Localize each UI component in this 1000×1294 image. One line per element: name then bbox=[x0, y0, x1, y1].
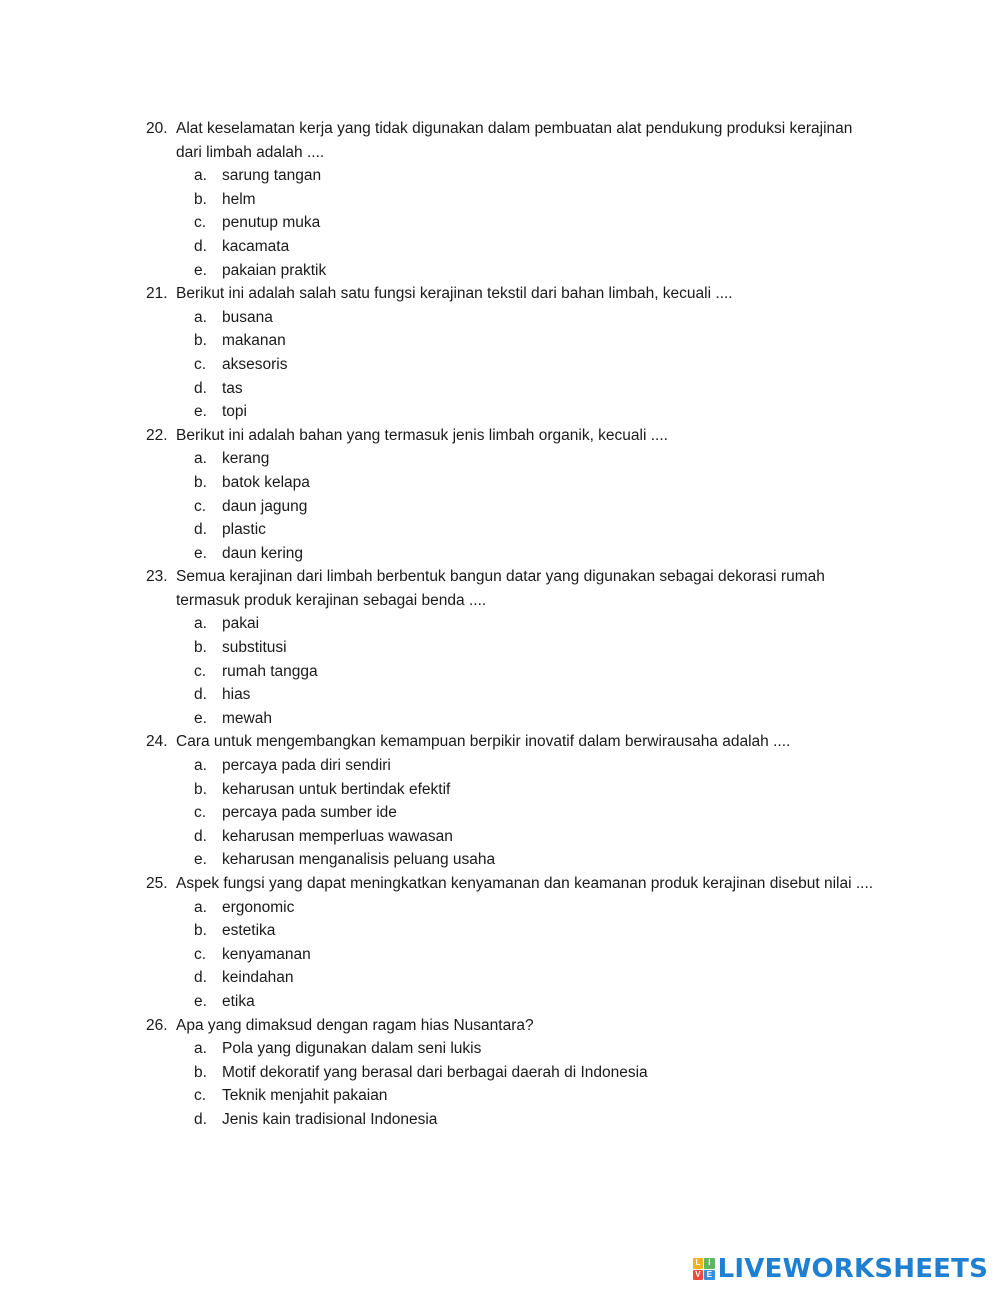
question-row bbox=[146, 872, 876, 896]
question-number: 23. bbox=[146, 568, 168, 586]
option-text: keharusan untuk bertindak efektif bbox=[222, 780, 451, 798]
question-row bbox=[146, 117, 876, 164]
answer-option bbox=[194, 211, 876, 235]
option-text: keharusan menganalisis peluang usaha bbox=[222, 851, 496, 869]
answer-option bbox=[194, 1108, 876, 1132]
option-text: Pola yang digunakan dalam seni lukis bbox=[222, 1040, 482, 1058]
option-letter: a. bbox=[194, 450, 207, 468]
question-text: Apa yang dimaksud dengan ragam hias Nusantara? bbox=[176, 1016, 534, 1034]
option-letter: c. bbox=[194, 1087, 207, 1105]
option-letter: c. bbox=[194, 214, 207, 232]
answer-option bbox=[194, 164, 876, 188]
question-text: Cara untuk mengembangkan kemampuan berpikir inovatif dalam berwirausaha adalah .... bbox=[176, 733, 791, 751]
option-letter: e. bbox=[194, 261, 207, 279]
answer-option bbox=[194, 754, 876, 778]
option-text: hias bbox=[222, 686, 251, 704]
answer-option bbox=[194, 471, 876, 495]
option-text: keindahan bbox=[222, 969, 294, 987]
option-text: kenyamanan bbox=[222, 945, 311, 963]
option-text: estetika bbox=[222, 922, 276, 940]
question-item bbox=[146, 1014, 876, 1132]
question-number: 22. bbox=[146, 426, 168, 444]
option-text: percaya pada sumber ide bbox=[222, 804, 397, 822]
question-number: 21. bbox=[146, 285, 168, 303]
option-letter: a. bbox=[194, 167, 207, 185]
question-item bbox=[146, 872, 876, 1014]
option-text: daun jagung bbox=[222, 497, 308, 515]
question-item bbox=[146, 730, 876, 872]
option-text: busana bbox=[222, 308, 273, 326]
answer-option bbox=[194, 707, 876, 731]
option-list bbox=[146, 612, 876, 730]
option-letter: d. bbox=[194, 969, 207, 987]
option-letter: e. bbox=[194, 851, 207, 869]
question-row bbox=[146, 1014, 876, 1038]
option-text: topi bbox=[222, 403, 247, 421]
answer-option bbox=[194, 660, 876, 684]
option-text: Motif dekoratif yang berasal dari berbagai daerah di Indonesia bbox=[222, 1063, 648, 1081]
question-item bbox=[146, 282, 876, 424]
answer-option bbox=[194, 896, 876, 920]
option-text: Teknik menjahit pakaian bbox=[222, 1087, 388, 1105]
option-letter: d. bbox=[194, 521, 207, 539]
answer-option bbox=[194, 966, 876, 990]
option-letter: b. bbox=[194, 473, 207, 491]
answer-option bbox=[194, 188, 876, 212]
option-text: aksesoris bbox=[222, 355, 288, 373]
option-text: rumah tangga bbox=[222, 662, 318, 680]
option-list bbox=[146, 447, 876, 565]
answer-option bbox=[194, 495, 876, 519]
option-text: tas bbox=[222, 379, 243, 397]
answer-option bbox=[194, 353, 876, 377]
option-text: ergonomic bbox=[222, 898, 295, 916]
option-letter: a. bbox=[194, 898, 207, 916]
question-text: Berikut ini adalah salah satu fungsi kerajinan tekstil dari bahan limbah, kecuali .... bbox=[176, 285, 733, 303]
option-text: makanan bbox=[222, 332, 286, 350]
option-text: pakaian praktik bbox=[222, 261, 327, 279]
answer-option bbox=[194, 377, 876, 401]
logo-square: L bbox=[693, 1258, 704, 1269]
option-list bbox=[146, 1037, 876, 1131]
answer-option bbox=[194, 306, 876, 330]
option-letter: b. bbox=[194, 639, 207, 657]
answer-option bbox=[194, 447, 876, 471]
option-letter: b. bbox=[194, 780, 207, 798]
answer-option bbox=[194, 848, 876, 872]
answer-option bbox=[194, 919, 876, 943]
answer-option bbox=[194, 825, 876, 849]
answer-option bbox=[194, 990, 876, 1014]
option-letter: b. bbox=[194, 1063, 207, 1081]
option-text: sarung tangan bbox=[222, 167, 322, 185]
question-item bbox=[146, 117, 876, 282]
option-list bbox=[146, 754, 876, 872]
logo-square: I bbox=[704, 1258, 715, 1269]
option-letter: e. bbox=[194, 992, 207, 1010]
liveworksheets-logo-icon bbox=[693, 1258, 715, 1280]
option-letter: c. bbox=[194, 662, 207, 680]
option-letter: b. bbox=[194, 922, 207, 940]
logo-square: V bbox=[693, 1270, 704, 1281]
question-list bbox=[146, 117, 876, 1132]
answer-option bbox=[194, 801, 876, 825]
option-letter: a. bbox=[194, 308, 207, 326]
option-letter: a. bbox=[194, 615, 207, 633]
option-letter: c. bbox=[194, 355, 207, 373]
liveworksheets-branding bbox=[693, 1254, 988, 1284]
answer-option bbox=[194, 612, 876, 636]
option-text: keharusan memperluas wawasan bbox=[222, 827, 453, 845]
answer-option bbox=[194, 1061, 876, 1085]
answer-option bbox=[194, 518, 876, 542]
answer-option bbox=[194, 259, 876, 283]
option-letter: c. bbox=[194, 497, 207, 515]
option-text: substitusi bbox=[222, 639, 287, 657]
question-number: 20. bbox=[146, 120, 168, 137]
brand-name: LIVEWORKSHEETS bbox=[717, 1254, 988, 1284]
option-text: etika bbox=[222, 992, 255, 1010]
option-text: Jenis kain tradisional Indonesia bbox=[222, 1110, 438, 1128]
question-row bbox=[146, 424, 876, 448]
answer-option bbox=[194, 400, 876, 424]
option-text: pakai bbox=[222, 615, 260, 633]
option-letter: a. bbox=[194, 1040, 207, 1058]
answer-option bbox=[194, 1037, 876, 1061]
option-letter: d. bbox=[194, 1110, 207, 1128]
option-letter: e. bbox=[194, 544, 207, 562]
question-text: Berikut ini adalah bahan yang termasuk jenis limbah organik, kecuali .... bbox=[176, 426, 668, 444]
answer-option bbox=[194, 636, 876, 660]
question-text: Alat keselamatan kerja yang tidak digunakan dalam pembuatan alat pendukung produksi kerajinan dari limbah adalah .... bbox=[176, 120, 853, 161]
option-text: mewah bbox=[222, 709, 272, 727]
question-text: Semua kerajinan dari limbah berbentuk bangun datar yang digunakan sebagai dekorasi rumah termasuk produk kerajinan sebagai benda .... bbox=[176, 568, 825, 609]
answer-option bbox=[194, 1084, 876, 1108]
option-letter: e. bbox=[194, 709, 207, 727]
option-letter: d. bbox=[194, 686, 207, 704]
question-row bbox=[146, 565, 876, 612]
option-letter: b. bbox=[194, 332, 207, 350]
option-text: helm bbox=[222, 190, 256, 208]
logo-square: E bbox=[704, 1270, 715, 1281]
option-letter: d. bbox=[194, 379, 207, 397]
answer-option bbox=[194, 778, 876, 802]
option-text: batok kelapa bbox=[222, 473, 310, 491]
option-letter: d. bbox=[194, 827, 207, 845]
option-letter: c. bbox=[194, 804, 207, 822]
option-list bbox=[146, 164, 876, 282]
question-item bbox=[146, 565, 876, 730]
option-letter: a. bbox=[194, 757, 207, 775]
answer-option bbox=[194, 683, 876, 707]
answer-option bbox=[194, 329, 876, 353]
question-item bbox=[146, 424, 876, 566]
option-letter: c. bbox=[194, 945, 207, 963]
question-row bbox=[146, 730, 876, 754]
option-text: plastic bbox=[222, 521, 266, 539]
option-letter: b. bbox=[194, 190, 207, 208]
question-row bbox=[146, 282, 876, 306]
option-text: penutup muka bbox=[222, 214, 321, 232]
option-letter: e. bbox=[194, 403, 207, 421]
answer-option bbox=[194, 943, 876, 967]
option-text: kacamata bbox=[222, 237, 290, 255]
option-list bbox=[146, 306, 876, 424]
question-text: Aspek fungsi yang dapat meningkatkan kenyamanan dan keamanan produk kerajinan disebut nilai .... bbox=[176, 875, 874, 892]
option-text: kerang bbox=[222, 450, 270, 468]
question-number: 25. bbox=[146, 875, 168, 892]
option-letter: d. bbox=[194, 237, 207, 255]
question-number: 26. bbox=[146, 1016, 168, 1034]
answer-option bbox=[194, 542, 876, 566]
question-number: 24. bbox=[146, 733, 168, 751]
option-text: daun kering bbox=[222, 544, 304, 562]
answer-option bbox=[194, 235, 876, 259]
option-list bbox=[146, 896, 876, 1014]
option-text: percaya pada diri sendiri bbox=[222, 757, 391, 775]
